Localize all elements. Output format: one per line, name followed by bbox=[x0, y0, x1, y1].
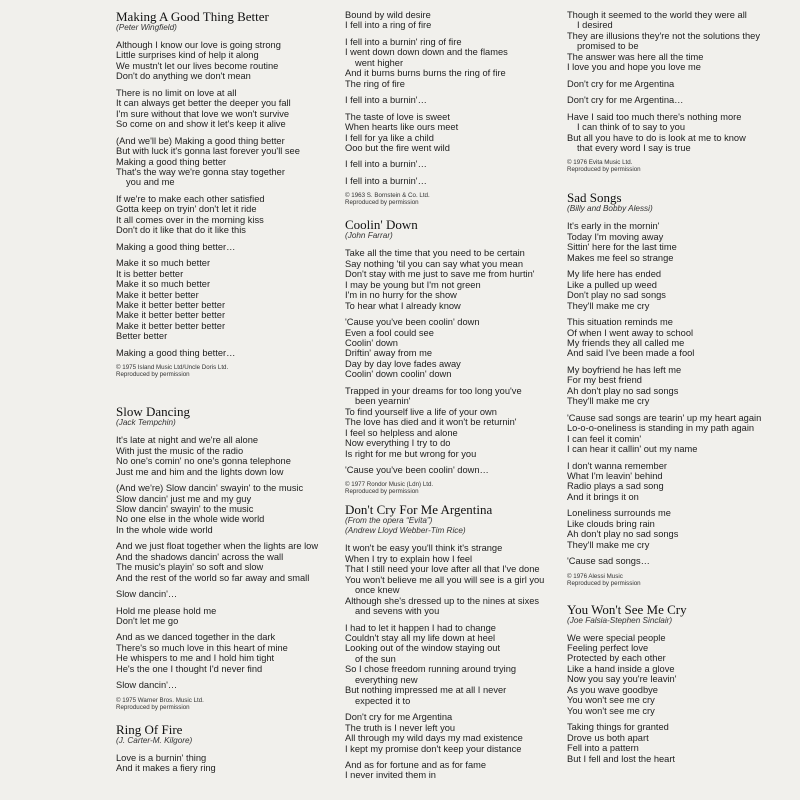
stanza bbox=[116, 258, 326, 342]
lyric-line: And the shadows dancin' across the wall bbox=[116, 551, 284, 562]
lyric-line: And it makes a fiery ring bbox=[116, 763, 216, 774]
lyric-line: I don't wanna remember bbox=[567, 460, 667, 471]
lyric-line: Make it so much better bbox=[116, 258, 211, 269]
song-credit: (Jack Tempchin) bbox=[116, 418, 176, 428]
lyric-line: 'Cause you've been coolin' down bbox=[345, 317, 480, 328]
song-title: Don't Cry For Me Argentina bbox=[345, 502, 493, 518]
copyright-notice bbox=[345, 481, 560, 495]
lyric-line: Don't do it like that do it like this bbox=[116, 225, 246, 236]
lyric-line: With just the music of the radio bbox=[116, 445, 244, 456]
stanza bbox=[345, 465, 560, 475]
lyric-line: It can always get better the deeper you fall bbox=[116, 98, 291, 109]
lyric-line: I fell into a burnin' ring of fire bbox=[345, 36, 462, 47]
lyric-line: Of when I went away to school bbox=[567, 327, 694, 338]
lyric-line: I kept my promise don't keep your distance bbox=[345, 743, 522, 754]
lyric-line: Fell into a pattern bbox=[567, 743, 639, 754]
lyric-line: Make it better better bbox=[116, 289, 199, 300]
lyric-line: In the whole wide world bbox=[116, 524, 213, 535]
stanza bbox=[567, 112, 792, 154]
lyric-line: Make it better better better bbox=[116, 299, 226, 310]
lyric-line: I never invited them in bbox=[345, 770, 436, 781]
stanza bbox=[116, 136, 326, 188]
lyric-line: We mustn't let our lives become routine bbox=[116, 60, 279, 71]
stanza bbox=[116, 194, 326, 236]
lyric-line: They'll make me cry bbox=[567, 396, 650, 407]
lyric-line: My friends they all called me bbox=[567, 337, 685, 348]
lyric-line: So come on and show it let's keep it alive bbox=[116, 119, 286, 130]
lyric-line: And it brings it on bbox=[567, 491, 639, 502]
stanza bbox=[116, 88, 326, 130]
lyric-line: Like a hand inside a glove bbox=[567, 663, 675, 674]
lyric-line: I feel so helpless and alone bbox=[345, 427, 458, 438]
song-credit: (J. Carter-M. Kilgore) bbox=[116, 735, 193, 745]
lyric-line: 'Cause sad songs are tearin' up my heart again bbox=[567, 412, 762, 423]
stanza bbox=[567, 317, 792, 359]
lyric-line: I can think of to say to you bbox=[577, 122, 686, 133]
lyric-line: Slow dancin' swayin' to the music bbox=[116, 503, 254, 514]
lyric-line: Driftin' away from me bbox=[345, 348, 433, 359]
stanza bbox=[116, 680, 326, 690]
lyric-line: So I chose freedom running around trying bbox=[345, 664, 517, 675]
lyric-line: (And we're) Slow dancin' swayin' to the music bbox=[116, 483, 304, 494]
stanza bbox=[116, 435, 326, 477]
lyric-line: Don't do anything we don't mean bbox=[116, 71, 251, 82]
lyric-line: Little surprises kind of help it along bbox=[116, 50, 259, 61]
stanza bbox=[567, 365, 792, 407]
lyric-line: Better better bbox=[116, 331, 168, 342]
lyric-line: Have I said too much there's nothing more bbox=[567, 111, 742, 122]
lyric-line: The love has died and it won't be returnin' bbox=[345, 417, 517, 428]
lyric-line: To hear what I already know bbox=[345, 300, 461, 311]
lyric-line: Taking things for granted bbox=[567, 722, 669, 733]
stanza bbox=[567, 633, 792, 717]
lyric-line: It's late at night and we're all alone bbox=[116, 435, 259, 446]
lyric-line: Like clouds bring rain bbox=[567, 518, 655, 529]
song-ring-of-fire bbox=[116, 723, 326, 774]
lyric-line: I fell for ya like a child bbox=[345, 132, 434, 143]
lyric-line: Sittin' here for the last time bbox=[567, 242, 677, 253]
song-continuation bbox=[345, 10, 560, 206]
lyric-line: I may be young but I'm not green bbox=[345, 279, 481, 290]
lyric-line: Trapped in your dreams for too long you've bbox=[345, 385, 522, 396]
copyright-line: Reproduced by permission bbox=[116, 703, 190, 711]
song-slow-dancing bbox=[116, 405, 326, 711]
song-don-t-cry-for-me-argentina bbox=[345, 503, 560, 781]
lyric-line: For my best friend bbox=[567, 375, 642, 386]
copyright-notice bbox=[116, 697, 326, 711]
copyright-line: © 1976 Evita Music Ltd. bbox=[567, 159, 633, 167]
lyric-line: (And we'll be) Making a good thing better bbox=[116, 135, 285, 146]
lyric-line: This situation reminds me bbox=[567, 317, 673, 328]
lyric-line: Ah don't play no sad songs bbox=[567, 385, 679, 396]
stanza bbox=[567, 79, 792, 89]
lyric-line: Day by day love fades away bbox=[345, 358, 461, 369]
lyric-line: Feeling perfect love bbox=[567, 643, 649, 654]
lyric-line: He whispers to me and I hold him tight bbox=[116, 653, 275, 664]
lyric-line: Ah don't play no sad songs bbox=[567, 529, 679, 540]
song-credit: (Andrew Lloyd Webber-Tim Rice) bbox=[345, 526, 466, 536]
stanza bbox=[116, 40, 326, 82]
lyric-line: The music's playin' so soft and slow bbox=[116, 562, 264, 573]
lyric-line: Slow dancin'… bbox=[116, 680, 178, 691]
stanza bbox=[345, 623, 560, 707]
stanza bbox=[345, 712, 560, 754]
lyric-line: Take all the time that you need to be certain bbox=[345, 248, 525, 259]
lyric-line: No one else in the whole wide world bbox=[116, 514, 265, 525]
column-1 bbox=[116, 10, 326, 780]
lyric-line: It won't be easy you'll think it's strange bbox=[345, 543, 503, 554]
lyric-line: Makes me feel so strange bbox=[567, 252, 674, 263]
stanza bbox=[345, 112, 560, 154]
stanza bbox=[345, 37, 560, 89]
lyric-line: Even a fool could see bbox=[345, 327, 434, 338]
lyric-line: Now everything I try to do bbox=[345, 438, 451, 449]
lyric-line: I desired bbox=[577, 20, 613, 31]
song-credit: (Joe Falsia-Stephen Sinclair) bbox=[567, 615, 673, 625]
copyright-notice bbox=[567, 159, 792, 173]
song-sad-songs bbox=[567, 191, 792, 586]
lyric-line: No one's comin' no one's gonna telephone bbox=[116, 456, 291, 467]
lyric-line: Making a good thing better… bbox=[116, 241, 236, 252]
lyric-line: That's the way we're gonna stay together bbox=[116, 166, 285, 177]
copyright-line: © 1976 Alessi Music bbox=[567, 572, 623, 580]
copyright-notice bbox=[116, 364, 326, 378]
song-you-won-t-see-me-cry bbox=[567, 603, 792, 764]
lyric-line: Couldn't stay all my life down at heel bbox=[345, 633, 496, 644]
stanza bbox=[345, 95, 560, 105]
lyric-line: It all comes over in the morning kiss bbox=[116, 214, 264, 225]
lyric-line: And we just float together when the lights are low bbox=[116, 541, 319, 552]
copyright-line: Reproduced by permission bbox=[116, 371, 190, 379]
lyric-line: I had to let it happen I had to change bbox=[345, 622, 496, 633]
lyric-line: They'll make me cry bbox=[567, 539, 650, 550]
song-title: Coolin' Down bbox=[345, 217, 418, 233]
lyric-line: Making a good thing better bbox=[116, 156, 227, 167]
lyric-line: To find yourself live a life of your own bbox=[345, 406, 497, 417]
song-coolin-down bbox=[345, 218, 560, 495]
song-title: Slow Dancing bbox=[116, 404, 191, 420]
lyric-line: You won't see me cry bbox=[567, 705, 655, 716]
lyric-line: Bound by wild desire bbox=[345, 10, 431, 20]
copyright-line: © 1977 Rondor Music (Ldn) Ltd. bbox=[345, 481, 434, 489]
stanza bbox=[116, 589, 326, 599]
stanza bbox=[567, 556, 792, 566]
lyric-line: When I try to explain how I feel bbox=[345, 553, 473, 564]
copyright-line: © 1975 Island Music Ltd/Uncle Doris Ltd. bbox=[116, 364, 229, 372]
column-2 bbox=[345, 10, 560, 787]
lyric-line: promised to be bbox=[577, 41, 639, 52]
lyric-line: Don't cry for me Argentina bbox=[345, 712, 453, 723]
lyric-line: Radio plays a sad song bbox=[567, 481, 664, 492]
lyric-line: Ooo but the fire went wild bbox=[345, 142, 450, 153]
lyric-line: I fell into a burnin'… bbox=[345, 159, 427, 170]
lyric-line: I love you and hope you love me bbox=[567, 62, 701, 73]
lyric-line: that every word I say is true bbox=[577, 142, 691, 153]
lyric-line: Coolin' down coolin' down bbox=[345, 369, 452, 380]
lyric-line: you and me bbox=[126, 177, 175, 188]
lyric-line: I can feel it comin' bbox=[567, 433, 642, 444]
copyright-line: © 1975 Warner Bros. Music Ltd. bbox=[116, 696, 204, 704]
lyric-line: What I'm leavin' behind bbox=[567, 470, 663, 481]
lyric-line: The taste of love is sweet bbox=[345, 111, 450, 122]
lyric-line: They are illusions they're not the solutions they bbox=[567, 30, 760, 41]
lyric-line: I fell into a ring of fire bbox=[345, 20, 432, 31]
lyric-line: 'Cause you've been coolin' down… bbox=[345, 464, 489, 475]
stanza bbox=[116, 242, 326, 252]
stanza bbox=[345, 176, 560, 186]
song-title: Making A Good Thing Better bbox=[116, 9, 269, 24]
lyric-line: Looking out of the window staying out bbox=[345, 643, 501, 654]
copyright-line: Reproduced by permission bbox=[567, 579, 641, 587]
lyric-line: once knew bbox=[355, 585, 400, 596]
lyric-line: Like a pulled up weed bbox=[567, 279, 657, 290]
stanza bbox=[567, 95, 792, 105]
lyric-line: and sevens with you bbox=[355, 606, 440, 617]
lyric-line: Slow dancin'… bbox=[116, 589, 178, 600]
lyric-line: Make it better better better bbox=[116, 310, 226, 321]
lyric-line: And said I've been made a fool bbox=[567, 348, 695, 359]
copyright-line: Reproduced by permission bbox=[345, 488, 419, 496]
lyric-line: Say nothing 'til you can say what you mean bbox=[345, 258, 524, 269]
lyric-line: I'm sure without that love we won't survive bbox=[116, 108, 290, 119]
song-making-a-good-thing-better bbox=[116, 10, 326, 378]
stanza bbox=[345, 760, 560, 781]
lyric-line: As you wave goodbye bbox=[567, 684, 658, 695]
lyric-line: He's the one I thought I'd never find bbox=[116, 663, 263, 674]
lyric-line: When hearts like ours meet bbox=[345, 122, 459, 133]
stanza bbox=[116, 632, 326, 674]
lyric-line: There is no limit on love at all bbox=[116, 87, 237, 98]
song-title: Ring Of Fire bbox=[116, 721, 183, 737]
lyric-line: Hold me please hold me bbox=[116, 605, 217, 616]
stanza bbox=[567, 413, 792, 455]
lyric-line: It is better better bbox=[116, 268, 184, 279]
lyric-line: everything new bbox=[355, 674, 418, 685]
lyric-line: Today I'm moving away bbox=[567, 231, 664, 242]
lyric-line: of the sun bbox=[355, 653, 396, 664]
stanza bbox=[345, 248, 560, 311]
lyric-line: 'Cause sad songs… bbox=[567, 556, 650, 567]
song-continuation bbox=[567, 10, 792, 173]
lyric-line: My life here has ended bbox=[567, 269, 662, 280]
lyric-line: Don't let me go bbox=[116, 616, 179, 627]
stanza bbox=[345, 10, 560, 31]
lyric-line: And as for fortune and as for fame bbox=[345, 760, 487, 771]
lyric-line: Although she's dressed up to the nines at sixes bbox=[345, 595, 540, 606]
lyric-line: The truth is I never left you bbox=[345, 722, 456, 733]
stanza bbox=[345, 543, 560, 616]
stanza bbox=[567, 10, 792, 73]
lyric-line: Make it so much better bbox=[116, 279, 211, 290]
lyric-line: The answer was here all the time bbox=[567, 51, 704, 62]
song-credit: (Billy and Bobby Alessi) bbox=[567, 204, 653, 214]
lyric-line: That I still need your love after all that I've done bbox=[345, 564, 540, 575]
lyric-line: Don't stay with me just to save me from hurtin' bbox=[345, 269, 535, 280]
lyric-line: Though it seemed to the world they were all bbox=[567, 10, 747, 20]
lyric-line: But all you have to do is look at me to know bbox=[567, 132, 746, 143]
song-title: Sad Songs bbox=[567, 190, 622, 206]
stanza bbox=[116, 541, 326, 583]
stanza bbox=[345, 317, 560, 380]
lyric-line: It's early in the mornin' bbox=[567, 221, 660, 232]
lyric-line: And it burns burns burns the ring of fire bbox=[345, 68, 506, 79]
lyric-line: But with luck it's gonna last forever you'll see bbox=[116, 146, 300, 157]
stanza bbox=[345, 386, 560, 459]
stanza bbox=[116, 606, 326, 627]
lyric-line: I went down down down and the flames bbox=[345, 47, 508, 58]
copyright-line: © 1963 S. Bornstein & Co. Ltd. bbox=[345, 192, 430, 200]
lyric-line: Is right for me but wrong for you bbox=[345, 448, 477, 459]
lyric-line: Don't cry for me Argentina bbox=[567, 78, 675, 89]
lyric-line: I can hear it callin' out my name bbox=[567, 444, 698, 455]
lyric-line: Protected by each other bbox=[567, 653, 666, 664]
copyright-line: Reproduced by permission bbox=[345, 199, 419, 207]
stanza bbox=[567, 722, 792, 764]
stanza bbox=[116, 753, 326, 774]
song-title: You Won't See Me Cry bbox=[567, 601, 687, 617]
lyric-line: Don't cry for me Argentina… bbox=[567, 95, 684, 106]
lyric-line: went higher bbox=[355, 57, 404, 68]
lyric-line: You won't see me cry bbox=[567, 695, 655, 706]
stanza bbox=[567, 221, 792, 263]
stanza bbox=[116, 348, 326, 358]
lyric-line: We were special people bbox=[567, 632, 666, 643]
lyric-line: The ring of fire bbox=[345, 78, 405, 89]
lyric-line: I fell into a burnin'… bbox=[345, 175, 427, 186]
lyric-line: And the rest of the world so far away and small bbox=[116, 572, 310, 583]
column-3 bbox=[567, 10, 792, 770]
stanza bbox=[567, 508, 792, 550]
song-credit: (Peter Wingfield) bbox=[116, 23, 177, 32]
lyric-line: There's so much love in this heart of mine bbox=[116, 642, 288, 653]
lyric-line: Make it better better better bbox=[116, 320, 226, 331]
stanza bbox=[116, 483, 326, 535]
lyric-line: Lo-o-o-oneliness is standing in my path again bbox=[567, 423, 755, 434]
lyric-line: Although I know our love is going strong bbox=[116, 40, 281, 50]
lyric-line: And as we danced together in the dark bbox=[116, 632, 276, 643]
lyric-line: Loneliness surrounds me bbox=[567, 508, 671, 519]
lyric-line: expected it to bbox=[355, 695, 411, 706]
lyric-line: My boyfriend he has left me bbox=[567, 364, 682, 375]
lyric-line: Just me and him and the lights down low bbox=[116, 466, 284, 477]
lyric-line: I'm in no hurry for the show bbox=[345, 290, 457, 301]
lyric-line: Now you say you're leavin' bbox=[567, 674, 677, 685]
lyric-line: You won't believe me all you will see is a girl you bbox=[345, 574, 545, 585]
lyric-line: Don't play no sad songs bbox=[567, 290, 666, 301]
lyric-line: Making a good thing better… bbox=[116, 347, 236, 358]
lyric-line: Gotta keep on tryin' don't let it ride bbox=[116, 204, 257, 215]
copyright-notice bbox=[345, 192, 560, 206]
stanza bbox=[567, 461, 792, 503]
lyric-line: But nothing impressed me at all I never bbox=[345, 685, 507, 696]
lyric-line: They'll make me cry bbox=[567, 300, 650, 311]
song-credit: (John Farrar) bbox=[345, 231, 393, 241]
copyright-line: Reproduced by permission bbox=[567, 166, 641, 174]
lyric-line: been yearnin' bbox=[355, 396, 411, 407]
stanza bbox=[567, 269, 792, 311]
song-credit: (From the opera “Evita”) bbox=[345, 516, 433, 526]
copyright-notice bbox=[567, 573, 792, 587]
lyric-line: All through my wild days my mad existence bbox=[345, 733, 523, 744]
lyric-line: If we're to make each other satisfied bbox=[116, 193, 265, 204]
lyric-line: But I fell and lost the heart bbox=[567, 753, 676, 764]
lyric-line: Coolin' down bbox=[345, 337, 398, 348]
lyric-line: Drove us both apart bbox=[567, 732, 649, 743]
lyric-line: Slow dancin' just me and my guy bbox=[116, 493, 252, 504]
stanza bbox=[345, 159, 560, 169]
lyric-line: Love is a burnin' thing bbox=[116, 752, 207, 763]
lyric-line: I fell into a burnin'… bbox=[345, 95, 427, 106]
